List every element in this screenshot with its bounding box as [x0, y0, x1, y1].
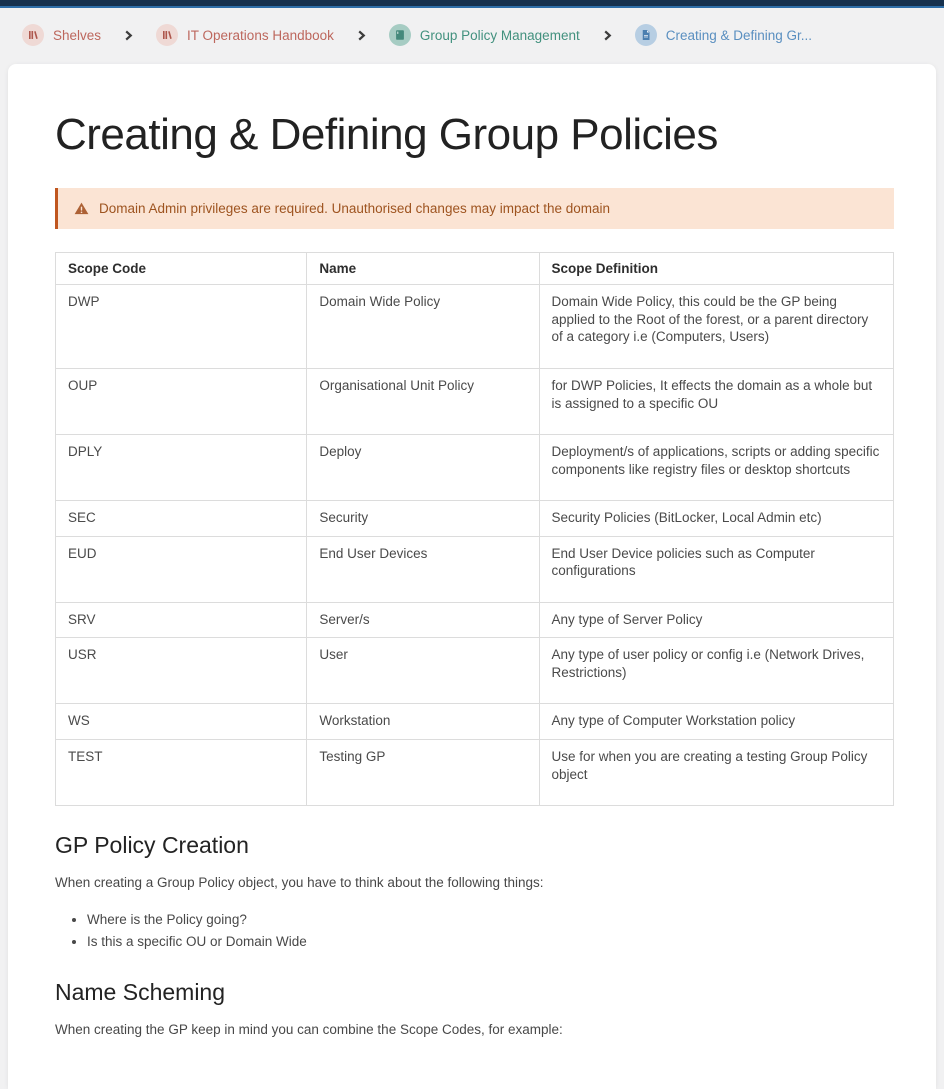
chevron-right-icon	[602, 30, 613, 41]
table-cell: DPLY	[56, 435, 307, 501]
table-row	[56, 704, 894, 740]
column-header: Scope Code	[56, 252, 307, 285]
bookshelf-icon	[22, 24, 44, 46]
table-cell: DWP	[56, 285, 307, 369]
table-cell: Domain Wide Policy	[307, 285, 539, 369]
table-cell: End User Device policies such as Computer configurations	[539, 536, 893, 602]
breadcrumb	[0, 8, 944, 60]
breadcrumb-item-it-operations-handbook[interactable]	[156, 24, 334, 46]
table-cell: End User Devices	[307, 536, 539, 602]
section-name-scheming	[55, 979, 894, 1040]
chevron-right-icon	[123, 30, 134, 41]
list-item: • Is this a specific OU or Domain Wide	[87, 931, 894, 953]
table-cell: Deployment/s of applications, scripts or adding specific components like registry files or desktop shortcuts	[539, 435, 893, 501]
table-cell: User	[307, 638, 539, 704]
scope-codes-table	[55, 252, 894, 806]
table-body	[56, 285, 894, 806]
table-cell: Use for when you are creating a testing Group Policy object	[539, 740, 893, 806]
page-title: Creating & Defining Group Policies	[55, 110, 718, 159]
chevron-right-icon	[356, 30, 367, 41]
table-cell: Security	[307, 501, 539, 537]
app-header-bar	[0, 0, 944, 8]
table-row	[56, 368, 894, 434]
warning-triangle-icon	[74, 201, 89, 216]
table-cell: Workstation	[307, 704, 539, 740]
breadcrumb-label: IT Operations Handbook	[187, 27, 334, 43]
warning-text: Domain Admin privileges are required. Unauthorised changes may impact the domain	[99, 200, 611, 216]
table-cell: OUP	[56, 368, 307, 434]
table-cell: Security Policies (BitLocker, Local Admin etc)	[539, 501, 893, 537]
column-header: Scope Definition	[539, 252, 893, 285]
table-row	[56, 638, 894, 704]
table-row	[56, 602, 894, 638]
page-icon	[635, 24, 657, 46]
table-row	[56, 435, 894, 501]
breadcrumb-item-shelves[interactable]	[22, 24, 101, 46]
section-gp-policy-creation	[55, 832, 894, 953]
table-cell: SEC	[56, 501, 307, 537]
book-icon	[389, 24, 411, 46]
page-content-card	[8, 64, 936, 1089]
table-row	[56, 740, 894, 806]
table-header-row	[56, 252, 894, 285]
table-row	[56, 285, 894, 369]
section-heading: Name Scheming	[55, 978, 226, 1005]
table-cell: Any type of user policy or config i.e (Network Drives, Restrictions)	[539, 638, 893, 704]
table-cell: Any type of Computer Workstation policy	[539, 704, 893, 740]
table-cell: Deploy	[307, 435, 539, 501]
bullet-list	[55, 909, 894, 953]
table-cell: Domain Wide Policy, this could be the GP being applied to the Root of the forest, or a parent directory of a category i.e (Computers, Users)	[539, 285, 893, 369]
table-row	[56, 501, 894, 537]
table-cell: Organisational Unit Policy	[307, 368, 539, 434]
table-cell: Server/s	[307, 602, 539, 638]
section-paragraph: When creating the GP keep in mind you can combine the Scope Codes, for example:	[55, 1021, 563, 1037]
bookshelf-icon	[156, 24, 178, 46]
breadcrumb-label: Creating & Defining Gr...	[665, 27, 813, 43]
table-cell: Any type of Server Policy	[539, 602, 893, 638]
breadcrumb-item-creating-defining-gr[interactable]	[635, 24, 812, 46]
page-sections	[55, 832, 894, 1039]
warning-callout	[55, 188, 894, 229]
column-header: Name	[307, 252, 539, 285]
table-cell: for DWP Policies, It effects the domain as a whole but is assigned to a specific OU	[539, 368, 893, 434]
table-row	[56, 536, 894, 602]
table-cell: TEST	[56, 740, 307, 806]
table-cell: SRV	[56, 602, 307, 638]
table-cell: USR	[56, 638, 307, 704]
breadcrumb-label: Shelves	[53, 27, 102, 43]
list-item: • Where is the Policy going?	[87, 909, 894, 931]
breadcrumb-label: Group Policy Management	[419, 27, 580, 43]
table-cell: EUD	[56, 536, 307, 602]
table-cell: Testing GP	[307, 740, 539, 806]
section-paragraph: When creating a Group Policy object, you have to think about the following things:	[55, 875, 544, 891]
table-cell: WS	[56, 704, 307, 740]
breadcrumb-item-group-policy-management[interactable]	[389, 24, 580, 46]
section-heading: GP Policy Creation	[55, 832, 249, 859]
